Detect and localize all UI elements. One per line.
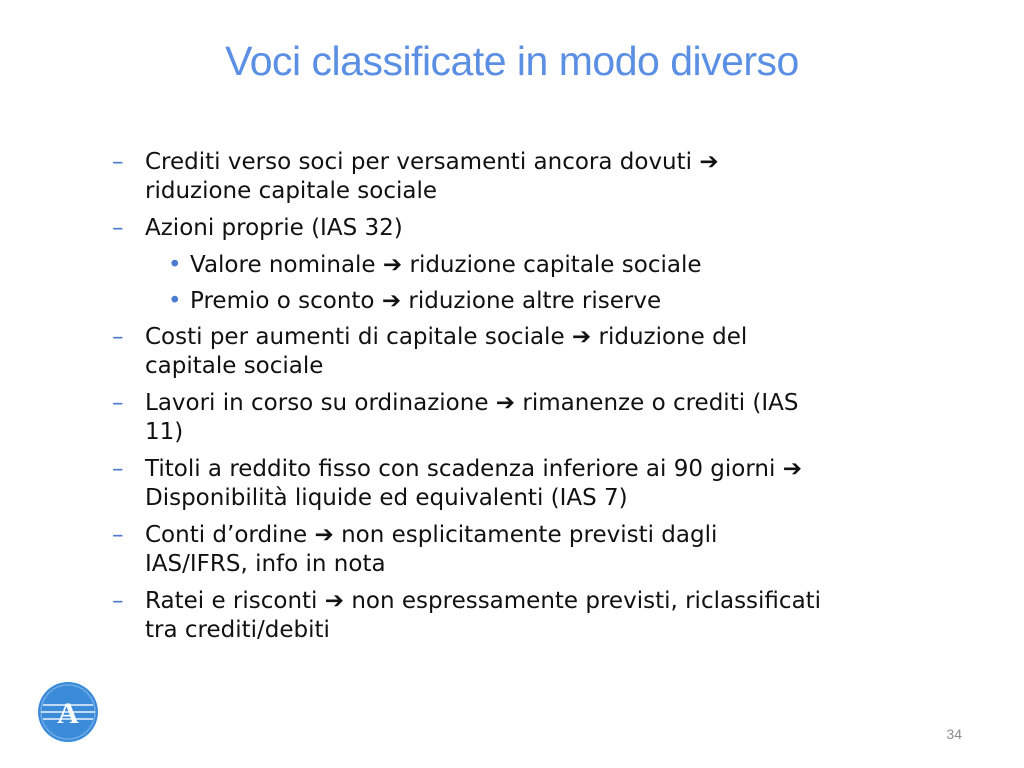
item-line bbox=[145, 323, 972, 352]
item-text: Costi per aumenti di capitale sociale bbox=[145, 324, 572, 350]
item-text: Premio o sconto bbox=[190, 288, 382, 314]
list-item bbox=[112, 389, 972, 447]
arrow-icon: ➔ bbox=[699, 149, 719, 175]
item-line-2: riduzione capitale sociale bbox=[145, 178, 438, 204]
item-line bbox=[145, 521, 972, 550]
bullet-marker: • bbox=[168, 288, 182, 314]
item-line bbox=[145, 148, 972, 177]
dash-marker: – bbox=[112, 456, 124, 482]
item-text: Azioni proprie (IAS 32) bbox=[145, 215, 403, 241]
item-line-2: IAS/IFRS, info in nota bbox=[145, 551, 386, 577]
list-item bbox=[112, 148, 972, 206]
arrow-icon: ➔ bbox=[782, 456, 802, 482]
page-number: 34 bbox=[946, 726, 962, 742]
dash-marker: – bbox=[112, 324, 124, 350]
item-line bbox=[190, 251, 972, 280]
item-line-2: capitale sociale bbox=[145, 353, 324, 379]
item-text: Titoli a reddito fisso con scadenza inferiore ai 90 giorni bbox=[145, 456, 783, 482]
item-line bbox=[145, 455, 972, 484]
list-item bbox=[112, 521, 972, 579]
dash-marker: – bbox=[112, 390, 124, 416]
item-text: Crediti verso soci per versamenti ancora dovuti bbox=[145, 149, 700, 175]
list-item bbox=[112, 214, 972, 243]
item-line-2: tra crediti/debiti bbox=[145, 617, 330, 643]
item-text: riduzione del bbox=[591, 324, 748, 350]
item-text: non esplicitamente previsti dagli bbox=[333, 522, 718, 548]
slide-body bbox=[112, 148, 972, 653]
dash-marker: – bbox=[112, 588, 124, 614]
item-text: Conti d’ordine bbox=[145, 522, 315, 548]
dash-marker: – bbox=[112, 149, 124, 175]
item-text: Valore nominale bbox=[190, 252, 383, 278]
item-text: riduzione altre riserve bbox=[401, 288, 662, 314]
arrow-icon: ➔ bbox=[571, 324, 592, 350]
item-line-2: Disponibilità liquide ed equivalenti (IAS 7) bbox=[145, 485, 628, 511]
item-line bbox=[190, 287, 972, 316]
logo-letter: A bbox=[57, 697, 79, 730]
list-item bbox=[112, 455, 972, 513]
arrow-icon: ➔ bbox=[381, 288, 402, 314]
slide-title: Voci classificate in modo diverso bbox=[225, 38, 799, 84]
dash-marker: – bbox=[112, 215, 124, 241]
logo-icon bbox=[37, 681, 99, 743]
item-line-2: 11) bbox=[145, 419, 184, 445]
item-text: rimanenze o crediti (IAS bbox=[515, 390, 799, 416]
list-item bbox=[112, 587, 972, 645]
item-text: non espressamente previsti, riclassificati bbox=[344, 588, 822, 614]
sub-list-item bbox=[112, 287, 972, 316]
item-line bbox=[145, 587, 972, 616]
arrow-icon: ➔ bbox=[314, 522, 334, 548]
arrow-icon: ➔ bbox=[495, 390, 516, 416]
sub-list-item bbox=[112, 251, 972, 280]
dash-marker: – bbox=[112, 522, 124, 548]
item-line bbox=[145, 389, 972, 418]
arrow-icon: ➔ bbox=[382, 252, 403, 278]
bullet-marker: • bbox=[168, 252, 182, 278]
item-text: Ratei e risconti bbox=[145, 588, 325, 614]
item-text: riduzione capitale sociale bbox=[402, 252, 702, 278]
list-item bbox=[112, 323, 972, 381]
item-text: Lavori in corso su ordinazione bbox=[145, 390, 496, 416]
arrow-icon: ➔ bbox=[324, 588, 345, 614]
